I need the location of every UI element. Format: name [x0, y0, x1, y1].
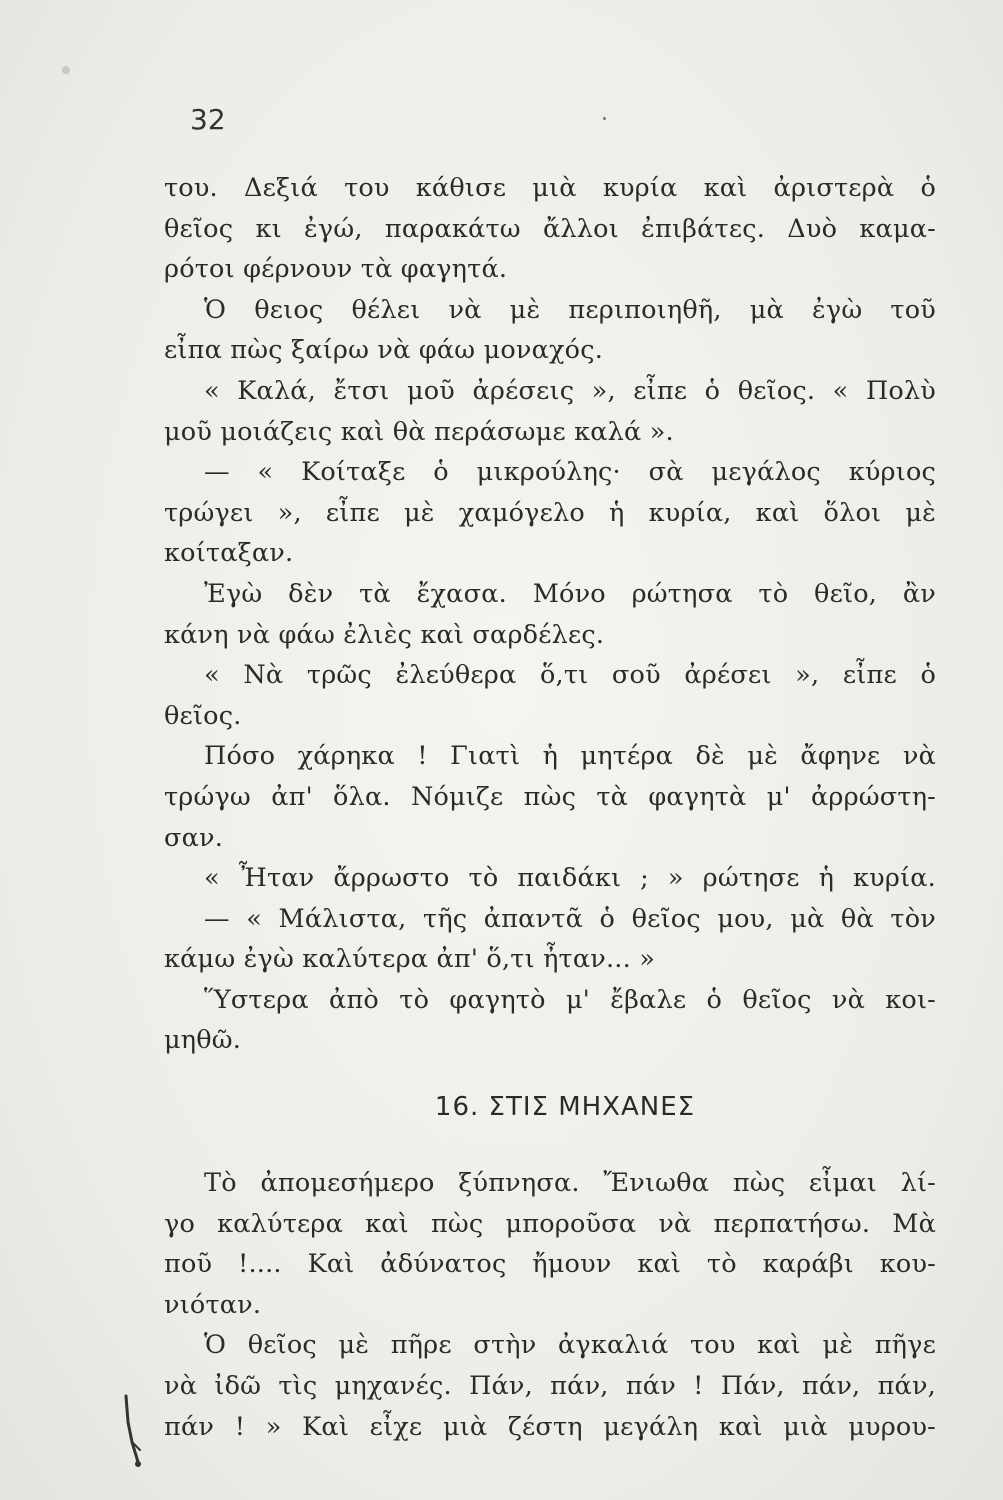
text-line: Τὸ ἀπομεσήμερο ξύπνησα. Ἔνιωθα πὼς εἶμαι λί- — [204, 1168, 936, 1199]
text-line: « Καλά, ἔτσι μοῦ ἀρέσεις », εἶπε ὁ θεῖος. « Πολὺ — [204, 375, 936, 406]
paper-speck — [62, 66, 70, 74]
text-line: ποῦ !.... Καὶ ἀδύνατος ἤμουν καὶ τὸ καράβι κου- — [164, 1249, 936, 1280]
text-line: ρότοι φέρνουν τὰ φαγητά. — [164, 254, 508, 285]
text-line: θεῖος. — [164, 700, 242, 731]
text-line: — « Μάλιστα, τῆς ἀπαντᾶ ὁ θεῖος μου, μὰ θὰ τὸν — [204, 903, 936, 934]
text-line: Πόσο χάρηκα ! Γιατὶ ἡ μητέρα δὲ μὲ ἄφηνε νὰ — [204, 741, 936, 772]
text-line: τρώγω ἀπ' ὅλα. Νόμιζε πὼς τὰ φαγητὰ μ' ἀρρώστη- — [164, 781, 936, 812]
paragraph-group-1 — [164, 168, 936, 1061]
text-line: σαν. — [164, 822, 224, 853]
ink-dot — [603, 117, 606, 120]
text-line: μηθῶ. — [164, 1025, 242, 1056]
text-line: κοίταξαν. — [164, 538, 294, 569]
text-line: « Ἦταν ἄρρωστο τὸ παιδάκι ; » ρώτησε ἡ κυρία. — [204, 863, 936, 894]
text-line: Ὕστερα ἀπὸ τὸ φαγητὸ μ' ἔβαλε ὁ θεῖος νὰ κοι- — [204, 984, 936, 1015]
text-line: Ἐγὼ δὲν τὰ ἔχασα. Μόνο ρώτησα τὸ θεῖο, ἂν — [204, 578, 936, 609]
text-line: κάμω ἐγὼ καλύτερα ἀπ' ὅ,τι ἦταν... » — [164, 944, 656, 975]
text-line: μοῦ μοιάζεις καὶ θὰ περάσωμε καλά ». — [164, 416, 674, 447]
pencil-mark — [118, 1392, 148, 1472]
body-text — [164, 168, 936, 1447]
text-line: Ὁ θειος θέλει νὰ μὲ περιποιηθῆ, μὰ ἐγὼ τοῦ — [204, 294, 936, 325]
text-line: του. Δεξιά του κάθισε μιὰ κυρία καὶ ἀριστερὰ ὁ — [164, 173, 936, 203]
paragraph-group-2 — [164, 1163, 936, 1447]
text-line: πάν ! » Καὶ εἶχε μιὰ ζέστη μεγάλη καὶ μιὰ μυρου- — [164, 1411, 936, 1442]
page-number: 32 — [190, 103, 226, 136]
text-line: « Νὰ τρῶς ἐλεύθερα ὅ,τι σοῦ ἀρέσει », εἶπε ὁ — [204, 660, 936, 691]
text-line: νὰ ἰδῶ τὶς μηχανές. Πάν, πάν, πάν ! Πάν, πάν, πάν, — [164, 1371, 936, 1402]
text-line: — « Κοίταξε ὁ μικρούλης· σὰ μεγάλος κύριος — [204, 457, 936, 488]
text-line: νιόταν. — [164, 1289, 262, 1320]
text-line: τρώγει », εἶπε μὲ χαμόγελο ἡ κυρία, καὶ ὅλοι μὲ — [164, 497, 936, 528]
text-line: θεῖος κι ἐγώ, παρακάτω ἄλλοι ἐπιβάτες. Δυὸ καμα- — [164, 213, 936, 244]
text-line: γο καλύτερα καὶ πὼς μποροῦσα νὰ περπατήσω. Μὰ — [164, 1208, 936, 1239]
text-line: κάνη νὰ φάω ἐλιὲς καὶ σαρδέλες. — [164, 619, 605, 650]
text-line: εἶπα πὼς ξαίρω νὰ φάω μοναχός. — [164, 335, 604, 366]
text-line: Ὁ θεῖος μὲ πῆρε στὴν ἀγκαλιά του καὶ μὲ πῆγε — [204, 1330, 936, 1361]
chapter-heading: 16. ΣΤΙΣ ΜΗΧΑΝΕΣ — [434, 1092, 696, 1123]
